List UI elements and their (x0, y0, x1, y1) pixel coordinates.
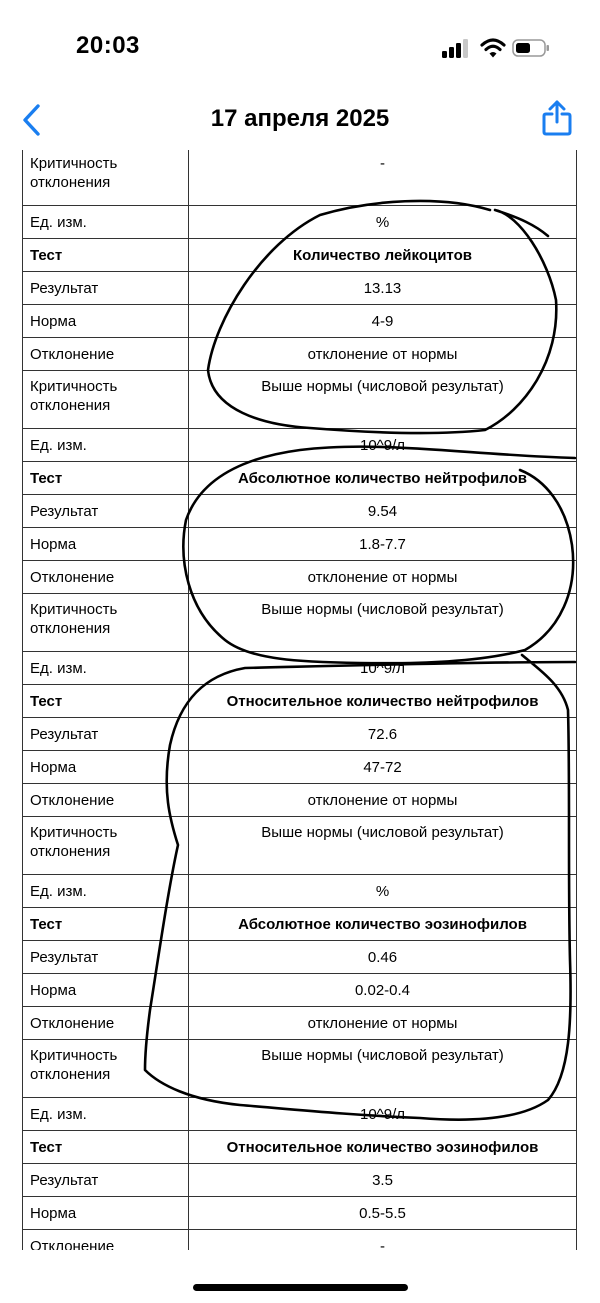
status-bar (0, 0, 600, 90)
table-row (23, 974, 577, 1007)
row-label: Ед. изм. (23, 206, 189, 239)
row-value: отклонение от нормы (189, 784, 577, 817)
results-table-container[interactable] (22, 150, 577, 1250)
row-value: - (189, 1230, 577, 1251)
row-value: 10^9/л (189, 1098, 577, 1131)
table-row (23, 1230, 577, 1251)
table-row (23, 594, 577, 652)
battery-icon (512, 38, 550, 58)
test-row (23, 239, 577, 272)
table-row (23, 941, 577, 974)
table-row (23, 1007, 577, 1040)
row-label: Критичность отклонения (23, 817, 189, 875)
table-row (23, 429, 577, 462)
row-value: 72.6 (189, 718, 577, 751)
row-label: Отклонение (23, 1230, 189, 1251)
row-value: Выше нормы (числовой результат) (189, 594, 577, 652)
row-label: Норма (23, 528, 189, 561)
home-indicator[interactable] (193, 1284, 408, 1291)
row-label: Отклонение (23, 561, 189, 594)
table-row (23, 206, 577, 239)
table-row (23, 1040, 577, 1098)
table-row (23, 150, 577, 206)
row-value: Количество лейкоцитов (189, 239, 577, 272)
table-row (23, 718, 577, 751)
row-value: Выше нормы (числовой результат) (189, 371, 577, 429)
table-row (23, 371, 577, 429)
row-label: Тест (23, 239, 189, 272)
table-row (23, 338, 577, 371)
table-row (23, 272, 577, 305)
row-label: Критичность отклонения (23, 371, 189, 429)
row-value: Выше нормы (числовой результат) (189, 1040, 577, 1098)
row-label: Ед. изм. (23, 875, 189, 908)
share-button[interactable] (540, 98, 574, 138)
table-row (23, 1164, 577, 1197)
table-row (23, 1098, 577, 1131)
row-label: Результат (23, 718, 189, 751)
row-value: Относительное количество эозинофилов (189, 1131, 577, 1164)
test-row (23, 908, 577, 941)
table-row (23, 817, 577, 875)
row-label: Отклонение (23, 338, 189, 371)
table-row (23, 305, 577, 338)
row-value: % (189, 206, 577, 239)
row-value: 0.02-0.4 (189, 974, 577, 1007)
row-label: Отклонение (23, 1007, 189, 1040)
row-label: Критичность отклонения (23, 1040, 189, 1098)
table-row (23, 528, 577, 561)
row-label: Отклонение (23, 784, 189, 817)
cellular-signal-icon (440, 37, 474, 59)
row-label: Критичность отклонения (23, 150, 189, 206)
status-time: 20:03 (76, 32, 140, 59)
row-value: Абсолютное количество эозинофилов (189, 908, 577, 941)
row-value: 10^9/л (189, 429, 577, 462)
row-label: Ед. изм. (23, 652, 189, 685)
row-label: Тест (23, 908, 189, 941)
page-title: 17 апреля 2025 (210, 105, 390, 132)
test-row (23, 685, 577, 718)
row-value: отклонение от нормы (189, 561, 577, 594)
row-value: 1.8-7.7 (189, 528, 577, 561)
row-label: Результат (23, 1164, 189, 1197)
row-value: 3.5 (189, 1164, 577, 1197)
row-value: 47-72 (189, 751, 577, 784)
table-row (23, 1197, 577, 1230)
back-button[interactable] (18, 100, 48, 140)
status-icons (440, 37, 550, 59)
row-value: 4-9 (189, 305, 577, 338)
row-value: отклонение от нормы (189, 1007, 577, 1040)
row-label: Ед. изм. (23, 1098, 189, 1131)
row-label: Ед. изм. (23, 429, 189, 462)
row-label: Тест (23, 1131, 189, 1164)
row-value: 0.46 (189, 941, 577, 974)
row-value: - (189, 150, 577, 206)
row-label: Норма (23, 751, 189, 784)
row-label: Тест (23, 685, 189, 718)
row-value: 10^9/л (189, 652, 577, 685)
row-label: Результат (23, 272, 189, 305)
table-row (23, 495, 577, 528)
row-label: Результат (23, 941, 189, 974)
row-value: 13.13 (189, 272, 577, 305)
row-value: % (189, 875, 577, 908)
table-row (23, 751, 577, 784)
row-label: Норма (23, 974, 189, 1007)
row-label: Критичность отклонения (23, 594, 189, 652)
wifi-icon (480, 37, 506, 59)
table-row (23, 561, 577, 594)
row-label: Норма (23, 305, 189, 338)
row-value: Выше нормы (числовой результат) (189, 817, 577, 875)
row-label: Норма (23, 1197, 189, 1230)
table-row (23, 652, 577, 685)
row-value: Относительное количество нейтрофилов (189, 685, 577, 718)
results-table (22, 150, 577, 1250)
row-value: 0.5-5.5 (189, 1197, 577, 1230)
row-value: отклонение от нормы (189, 338, 577, 371)
table-row (23, 784, 577, 817)
row-label: Результат (23, 495, 189, 528)
row-label: Тест (23, 462, 189, 495)
test-row (23, 462, 577, 495)
row-value: 9.54 (189, 495, 577, 528)
table-row (23, 875, 577, 908)
row-value: Абсолютное количество нейтрофилов (189, 462, 577, 495)
test-row (23, 1131, 577, 1164)
nav-bar (0, 90, 600, 150)
